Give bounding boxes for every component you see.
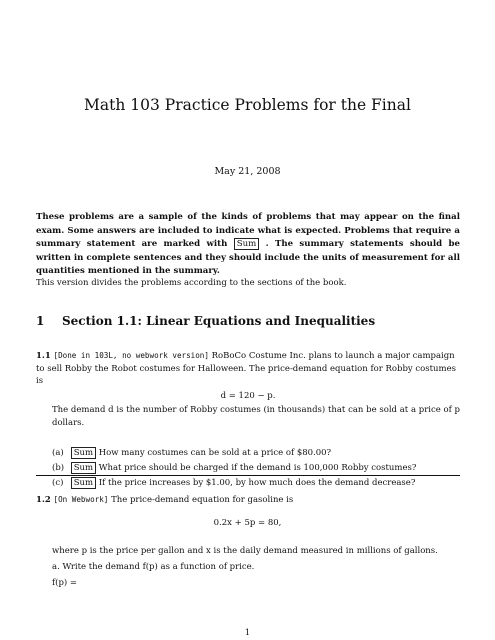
- part-text: How many costumes can be sold at a price of $80.00?: [98, 448, 332, 458]
- part-text: What price should be charged if the demand is 100,000 Robby costumes?: [98, 463, 417, 473]
- section-number: 1: [36, 314, 45, 328]
- problem-1-2: [36, 494, 460, 507]
- version-note: This version divides the problems according to the sections of the book.: [36, 278, 347, 288]
- problem-1-1: [36, 350, 460, 430]
- section-title: Section 1.1: Linear Equations and Inequalities: [62, 314, 376, 328]
- part-letter: (a): [52, 448, 64, 458]
- list-item: [52, 476, 460, 491]
- problem-text: The price-demand equation for gasoline is: [111, 495, 294, 505]
- sum-marker: Sum: [71, 477, 96, 489]
- sum-marker: Sum: [234, 238, 260, 250]
- equation: 0.2x + 5p = 80,: [213, 518, 282, 528]
- problem-1-1-parts: [52, 446, 460, 491]
- problem-number: 1.2: [36, 495, 51, 505]
- list-item: [52, 461, 460, 476]
- horizontal-rule: [36, 475, 460, 476]
- page-number: 1: [244, 628, 251, 638]
- part-letter: (b): [52, 463, 65, 473]
- part-text: If the price increases by $1.00, by how much does the demand decrease?: [98, 478, 416, 488]
- intro-text-after: . The summary statements should be written in complete sentences and they should include the units of measurement for all quantities mentioned in the summary.: [36, 239, 460, 277]
- document-title: Math 103 Practice Problems for the Final: [84, 96, 411, 114]
- part-letter: (c): [52, 478, 64, 488]
- problem-tag: [On Webwork]: [53, 495, 109, 504]
- problem-text-2: where p is the price per gallon and x is the daily demand measured in millions of gallons.: [52, 546, 438, 556]
- sum-marker: Sum: [71, 462, 96, 474]
- problem-1-2-body: [52, 543, 460, 591]
- problem-number: 1.1: [36, 351, 51, 361]
- answer-line: f(p) =: [52, 578, 78, 588]
- part-a: a. Write the demand f(p) as a function of price.: [52, 562, 255, 572]
- problem-tag: [Done in 103L, no webwork version]: [53, 351, 209, 360]
- problem-text: RoBoCo Costume Inc. plans to launch a major campaign to sell Robby the Robot costumes for Halloween. The price-demand equation for Robby costumes is: [36, 351, 456, 387]
- intro-text-before: These problems are a sample of the kinds of problems that may appear on the final exam. Some answers are included to indicate what is expected. Problems that require a summary statement are marked with: [36, 212, 460, 250]
- sum-marker: Sum: [71, 447, 96, 459]
- problem-text-2: The demand d is the number of Robby costumes (in thousands) that can be sold at a price of p dollars.: [52, 405, 460, 428]
- section-heading: [36, 314, 375, 328]
- equation: d = 120 − p.: [220, 390, 276, 401]
- document-date: May 21, 2008: [214, 166, 281, 177]
- intro-paragraph: [36, 211, 460, 279]
- list-item: [52, 446, 460, 461]
